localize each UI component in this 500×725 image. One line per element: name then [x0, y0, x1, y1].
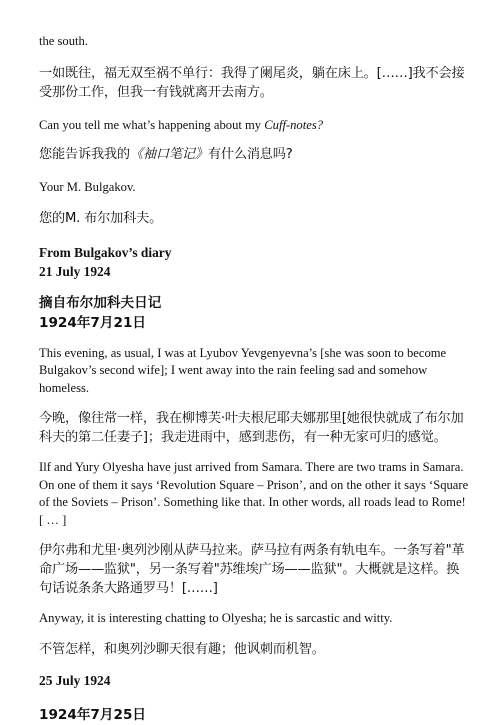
- text-zh-cuff-title: 《袖口笔记》: [129, 147, 208, 162]
- text-en-olyesha: Anyway, it is interesting chatting to Olyesha; he is sarcastic and witty.: [39, 611, 393, 625]
- heading-zh-25-july: 1924年7月25日: [39, 706, 146, 723]
- text-en-samara: Ilf and Yury Olyesha have just arrived from Samara. There are two trams in Samara. On one of them it says ‘Revolution Square – Prison’, and on the other it says ‘Square of the Soviets – Prison’. Something like that. In other words, all roads lead to Rome! [ … ]: [39, 460, 469, 527]
- text-en-south: the south.: [39, 34, 88, 48]
- text-zh-cuff-notes-question: [39, 145, 469, 164]
- heading-en-diary-21-july: [39, 243, 469, 281]
- heading-zh-diary-title: 摘自布尔加科夫日记: [39, 294, 162, 311]
- text-zh-cuff-after: 有什么消息吗?: [207, 147, 293, 162]
- text-en-cuff-before: Can you tell me what’s happening about my: [39, 117, 265, 132]
- text-zh-cuff-before: 您能告诉我我的: [39, 147, 130, 162]
- document-page: [39, 33, 469, 725]
- heading-en-diary-title: From Bulgakov’s diary: [39, 244, 172, 260]
- text-en-cuff-notes-question: [39, 117, 469, 135]
- heading-en-25-july: 25 July 1924: [39, 672, 111, 688]
- heading-zh-diary-21-july: [39, 293, 469, 333]
- text-en-cuff-title: Cuff-notes?: [264, 117, 324, 132]
- text-zh-signature: 您的M. 布尔加科夫。: [39, 210, 163, 226]
- text-zh-evening: 今晚，像往常一样，我在柳博芙·叶夫根尼耶夫娜那里[她很快就成了布尔加科夫的第二任妻子]；我走进雨中，感到悲伤，有一种无家可归的感觉。: [39, 411, 464, 445]
- text-en-evening: This evening, as usual, I was at Lyubov Yevgenyevna’s [she was soon to become Bulgakov’s second wife]; I went away into the rain feeling sad and somehow homeless.: [39, 345, 447, 395]
- heading-en-diary-date: 21 July 1924: [39, 263, 111, 279]
- text-zh-olyesha: 不管怎样，和奥列沙聊天很有趣；他讽刺而机智。: [39, 641, 325, 657]
- text-en-signature: Your M. Bulgakov.: [39, 180, 136, 194]
- text-zh-appendicitis: 一如既往，福无双至祸不单行：我得了阑尾炎，躺在床上。[……]我不会接受那份工作，但我一有钱就离开去南方。: [39, 65, 465, 100]
- heading-zh-diary-date: 1924年7月21日: [39, 314, 146, 331]
- text-zh-samara: 伊尔弗和尤里·奥列沙刚从萨马拉来。萨马拉有两条有轨电车。一条写着"革命广场——监狱"，另一条写着"苏维埃广场——监狱"。大概就是这样。换句话说条条大路通罗马！[……]: [39, 543, 465, 596]
